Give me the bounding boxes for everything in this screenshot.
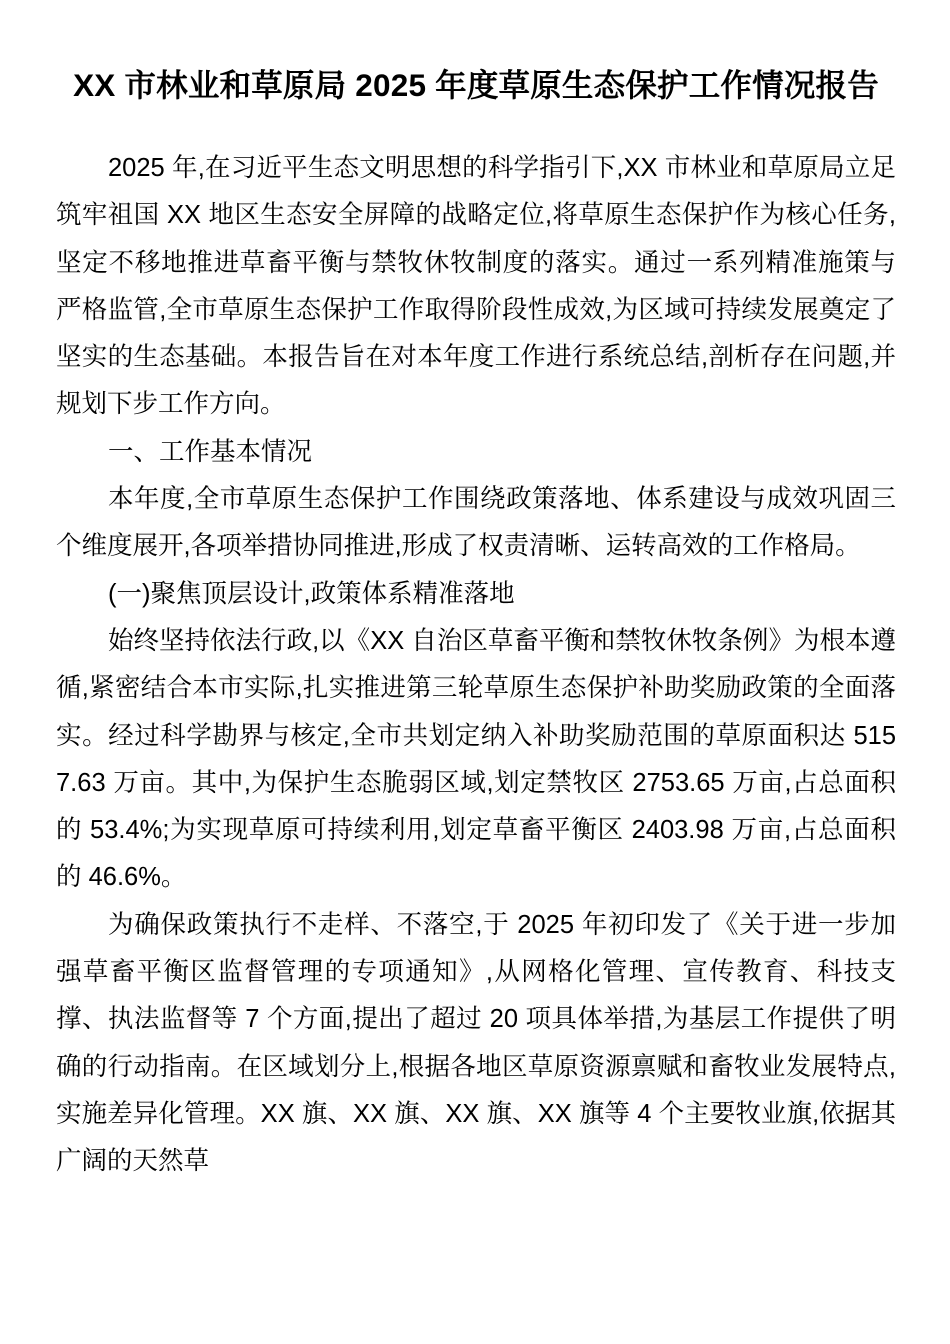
intro-paragraph: 2025 年,在习近平生态文明思想的科学指引下,XX 市林业和草原局立足筑牢祖国 XX 地区生态安全屏障的战略定位,将草原生态保护作为核心任务,坚定不移地推进草畜平衡与禁牧休牧制度的落实。通过一系列精准施策与严格监管,全市草原生态保护工作取得阶段性成效,为区域可持续发展奠定了坚实的生态基础。本报告旨在对本年度工作进行系统总结,剖析存在问题,并规划下步工作方向。	[56, 154, 896, 419]
page-title: XX 市林业和草原局 2025 年度草原生态保护工作情况报告	[73, 67, 879, 103]
document-body	[56, 145, 896, 1186]
notice-paragraph: 为确保政策执行不走样、不落空,于 2025 年初印发了《关于进一步加强草畜平衡区监督管理的专项通知》,从网格化管理、宣传教育、科技支撑、执法监督等 7 个方面,提出了超过 20 项具体举措,为基层工作提供了明确的行动指南。在区域划分上,根据各地区草原资源禀赋和畜牧业发展特点,实施差异化管理。XX 旗、XX 旗、XX 旗、XX 旗等 4 个主要牧业旗,依据其广阔的天然草	[56, 910, 896, 1176]
subsection-heading-one: (一)聚焦顶层设计,政策体系精准落地	[108, 579, 515, 608]
document-content-column	[56, 0, 896, 1186]
section-one-intro: 本年度,全市草原生态保护工作围绕政策落地、体系建设与成效巩固三个维度展开,各项举措协同推进,形成了权责清晰、运转高效的工作格局。	[56, 485, 896, 561]
section-heading-one: 一、工作基本情况	[108, 437, 313, 466]
policy-paragraph: 始终坚持依法行政,以《XX 自治区草畜平衡和禁牧休牧条例》为根本遵循,紧密结合本市实际,扎实推进第三轮草原生态保护补助奖励政策的全面落实。经过科学勘界与核定,全市共划定纳入补助奖励范围的草原面积达 5157.63 万亩。其中,为保护生态脆弱区域,划定禁牧区 2753.65 万亩,占总面积的 53.4%;为实现草原可持续利用,划定草畜平衡区 2403.98 万亩,占总面积的 46.6%。	[56, 626, 896, 892]
